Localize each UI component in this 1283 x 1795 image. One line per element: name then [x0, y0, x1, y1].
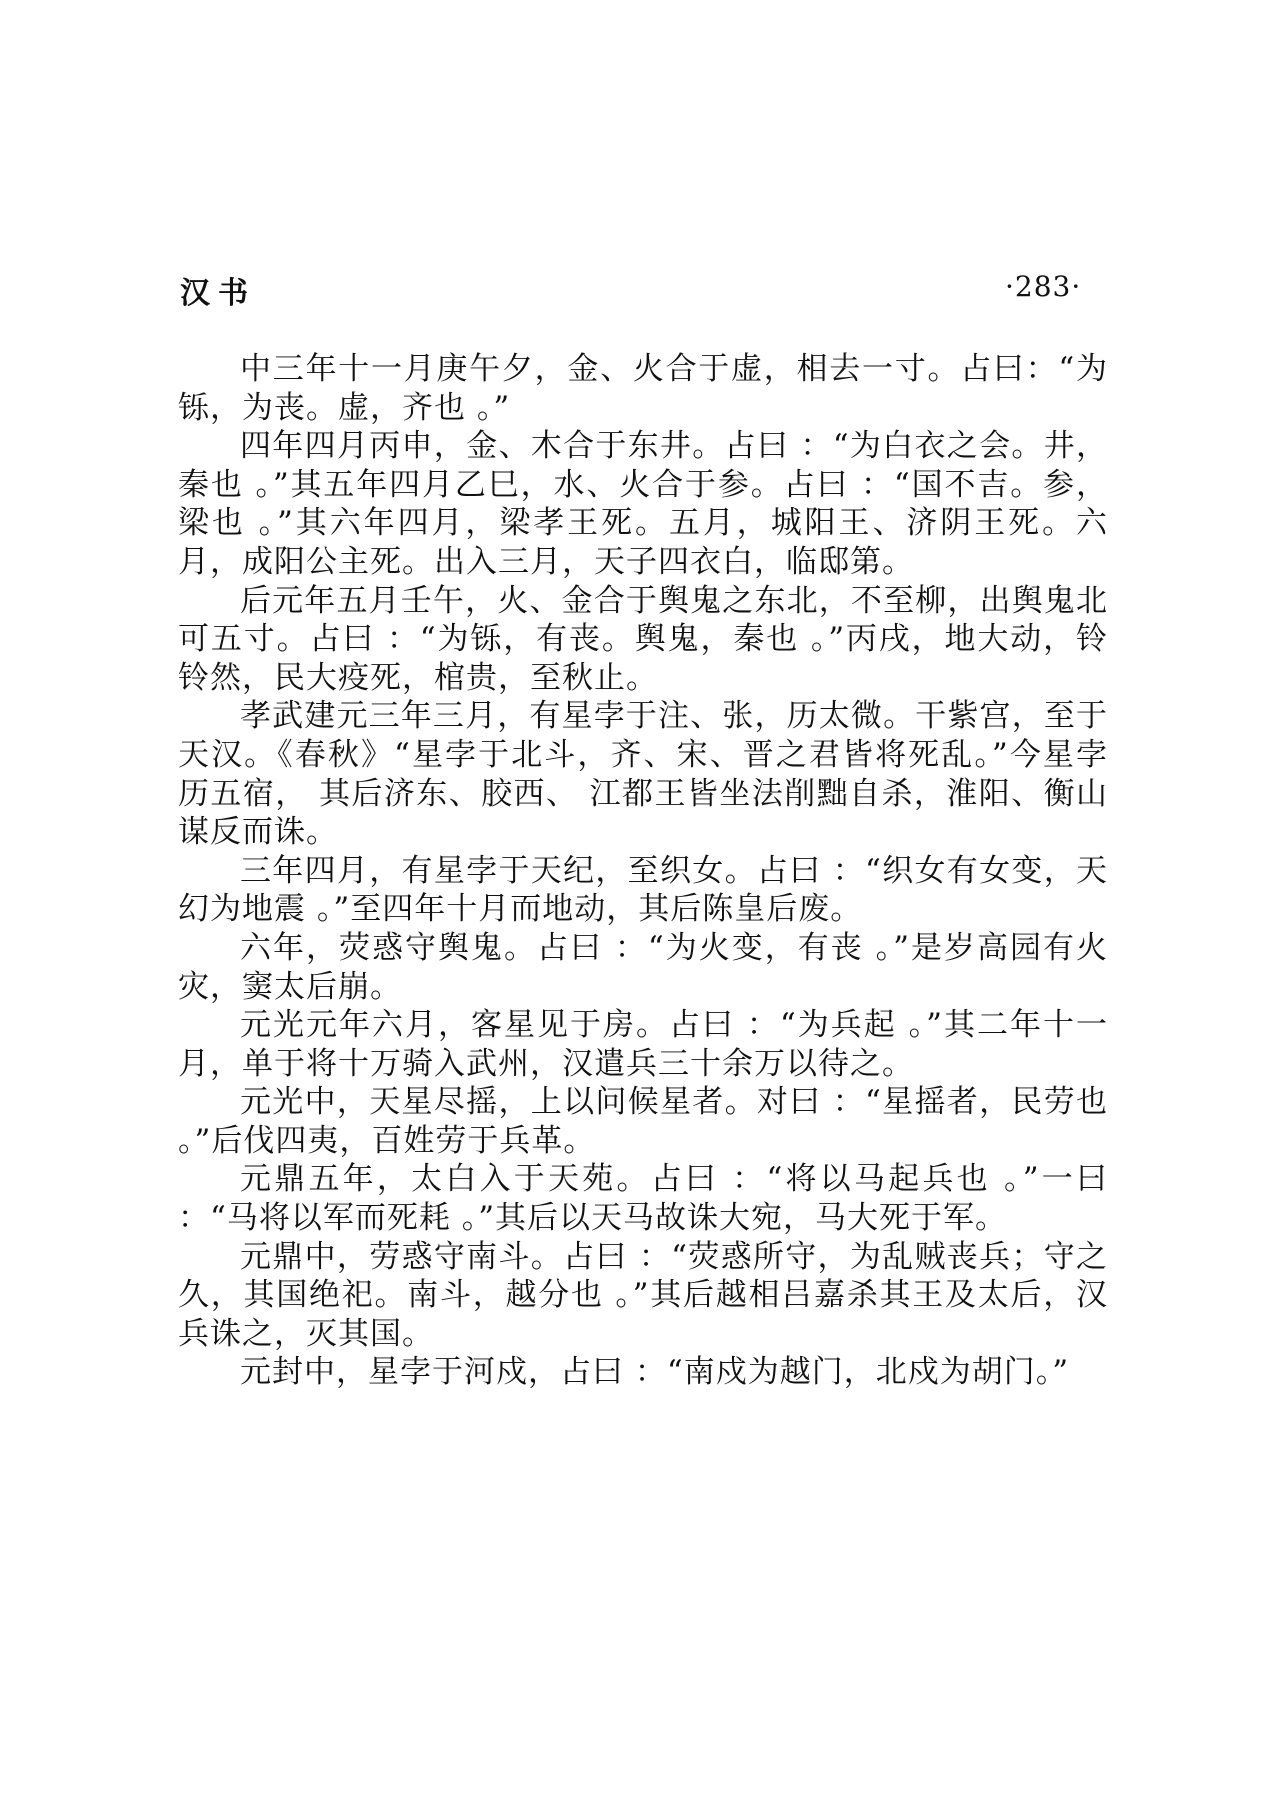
paragraph: 三年四月，有星孛于天纪，至织女。占曰 ：“织女有女变，天幻为地震 。”至四年十月而地动，其后陈皇后废。: [178, 852, 1108, 928]
main-text: [178, 350, 1108, 1392]
page-number: ·283·: [1005, 270, 1082, 303]
paragraph: 中三年十一月庚午夕，金、火合于虚，相去一寸。占曰：“为铄，为丧。虚，齐也 。”: [178, 351, 1108, 426]
paragraph: 四年四月丙申，金、木合于东井。占曰 ：“为白衣之会。井，秦也 。”其五年四月乙巳，水、火合于参。占曰 ：“国不吉。参，梁也 。”其六年四月，梁孝王死。五月，城阳王、济阴王死。六月，成阳公主死。出入三月，天子四衣白，临邸第。: [178, 428, 1108, 580]
paragraph: 元鼎中，劳惑守南斗。占曰 ：“荧惑所守，为乱贼丧兵；守之久，其国绝祀。南斗，越分也 。”其后越相吕嘉杀其王及太后，汉兵诛之，灭其国。: [178, 1238, 1108, 1352]
paragraph: 元光中，天星尽摇，上以问候星者。对曰 ：“星摇者，民劳也 。”后伐四夷，百姓劳于兵革。: [178, 1084, 1108, 1159]
paragraph: 元封中，星孛于河戍，占曰 ：“南戍为越门，北戍为胡门。”: [240, 1354, 1070, 1391]
paragraph: 元鼎五年，太白入于天苑。占曰 ：“将以马起兵也 。”一曰 ：“马将以军而死耗 。”其后以天马故诛大宛，马大死于军。: [178, 1161, 1108, 1237]
paragraph: 孝武建元三年三月，有星孛于注、张，历太微。干紫宫，至于天汉。《春秋》“星孛于北斗，齐、宋、晋之君皆将死乱。”今星孛历五宿， 其后济东、胶西、 江都王皆坐法削黜自杀，淮阳、衡山谋反而诛。: [178, 698, 1108, 851]
book-title: 汉书: [180, 276, 256, 311]
paragraph: 六年，荧惑守舆鬼。占曰 ：“为火变，有丧 。”是岁高园有火灾，窦太后崩。: [178, 929, 1108, 1005]
paragraph: 元光元年六月，客星见于房。占曰 ：“为兵起 。”其二年十一月，单于将十万骑入武州，汉遣兵三十余万以待之。: [178, 1007, 1108, 1082]
paragraph: 后元年五月壬午，火、金合于舆鬼之东北，不至柳，出舆鬼北可五寸。占曰 ：“为铄，有丧。舆鬼，秦也 。”丙戌，地大动，铃铃然，民大疫死，棺贵，至秋止。: [178, 582, 1108, 696]
